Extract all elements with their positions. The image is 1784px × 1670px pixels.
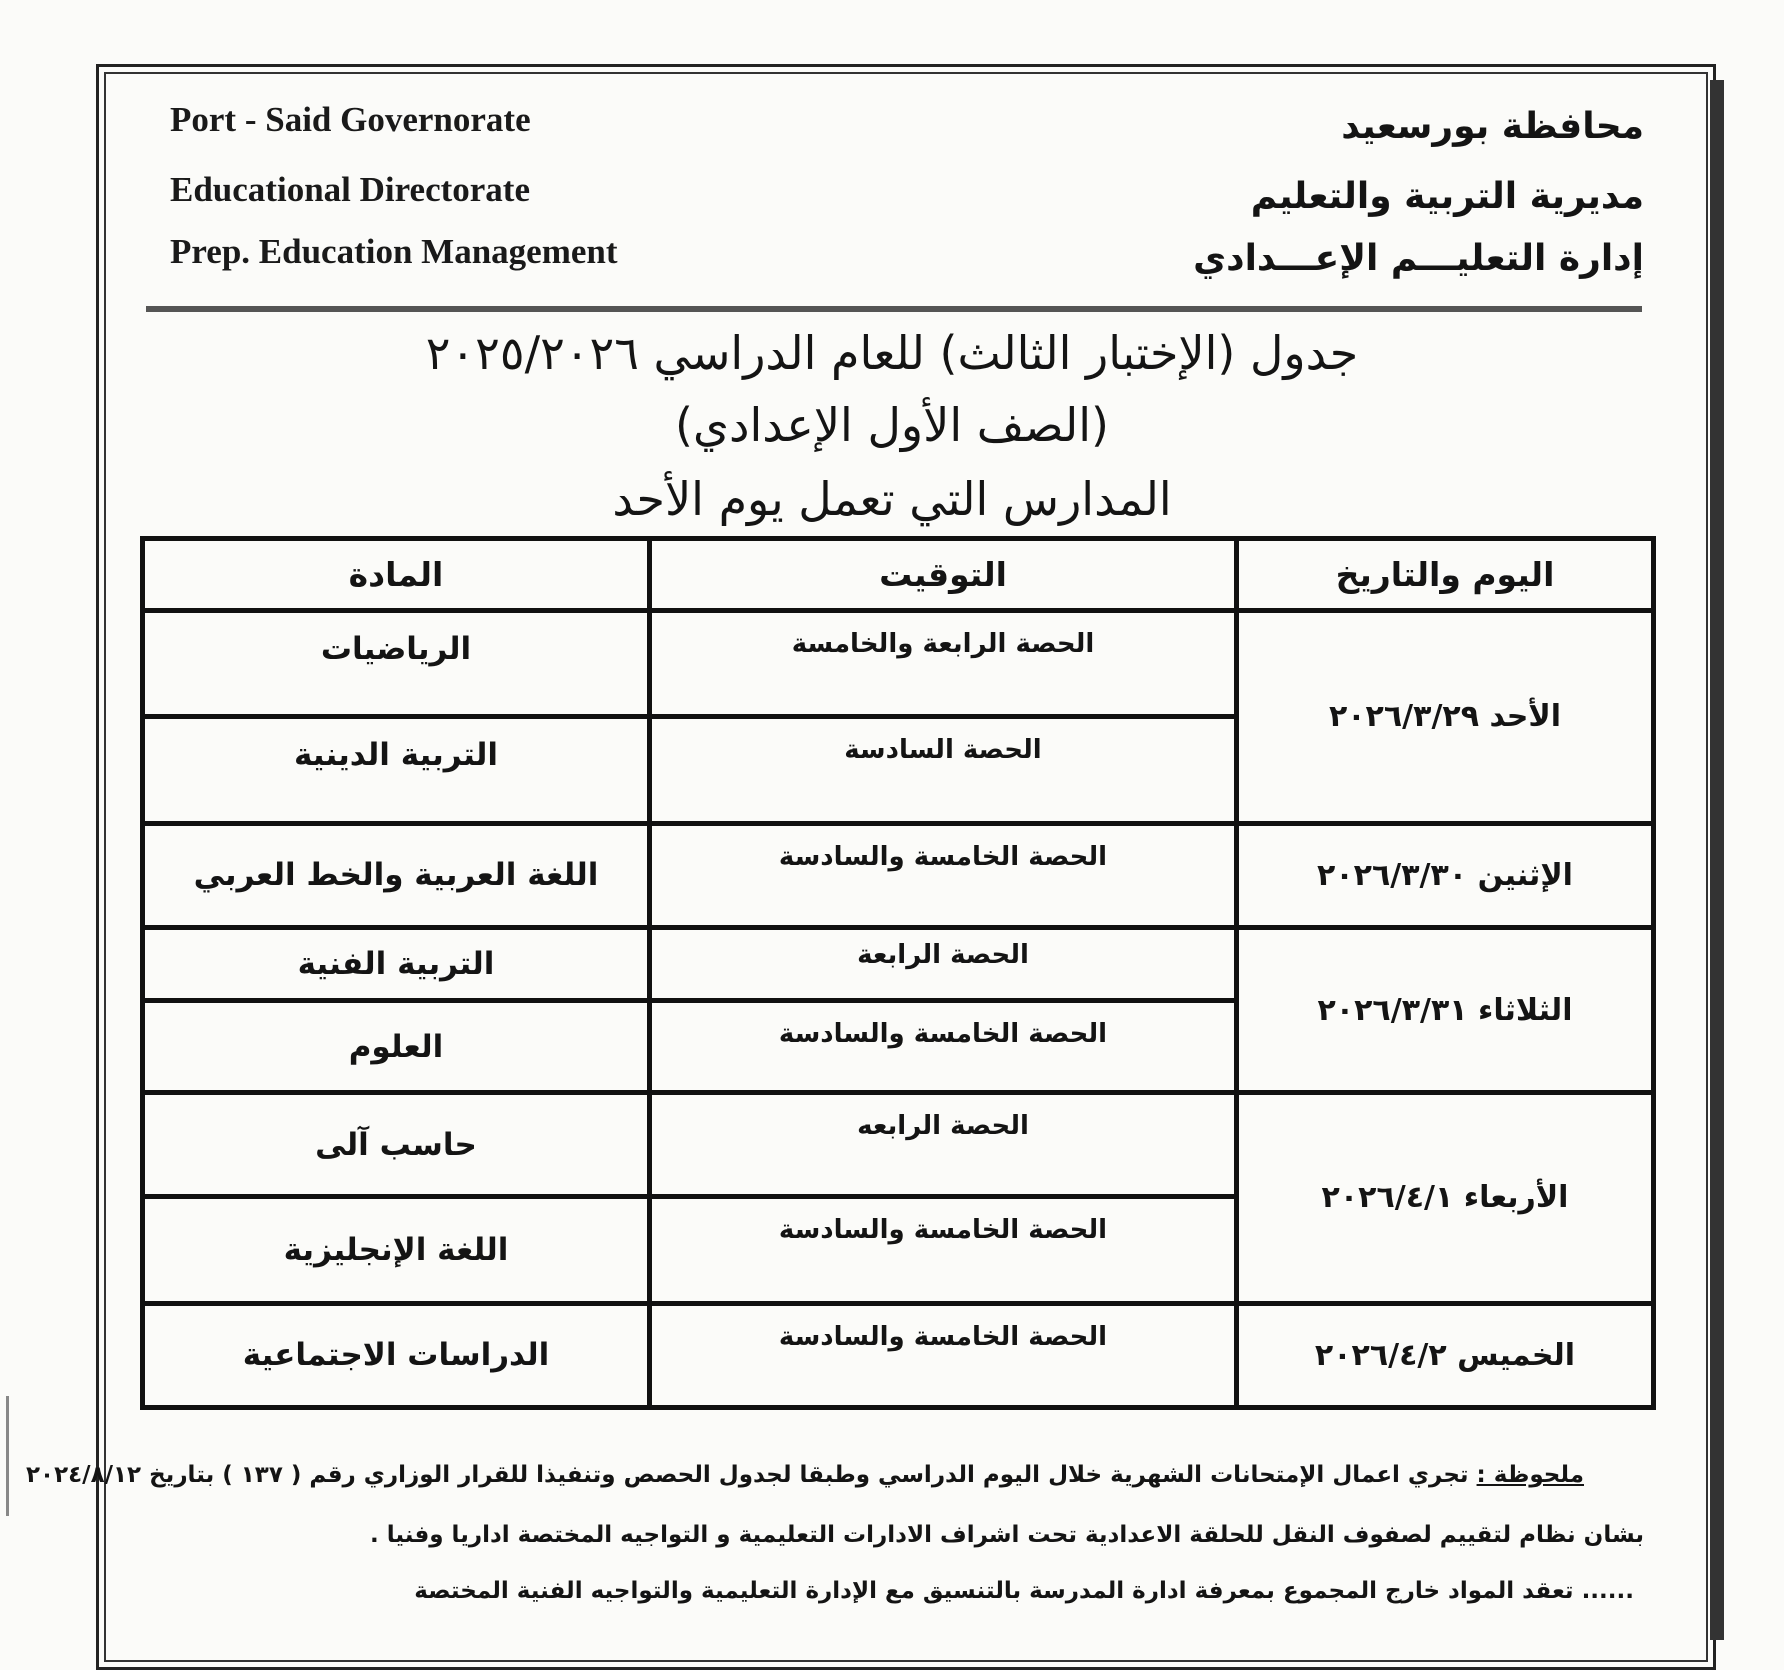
time-cell: الحصة الرابعه <box>650 1092 1237 1196</box>
header-day: اليوم والتاريخ <box>1237 539 1654 611</box>
en-governorate: Port - Said Governorate <box>170 100 531 139</box>
subject-cell: اللغة العربية والخط العربي <box>143 823 650 927</box>
en-management: Prep. Education Management <box>170 232 618 271</box>
en-directorate: Educational Directorate <box>170 170 530 209</box>
day-cell: الأربعاء ٢٠٢٦/٤/١ <box>1237 1092 1654 1303</box>
day-cell: الإثنين ٢٠٢٦/٣/٣٠ <box>1237 823 1654 927</box>
note-line-3: ...... تعقد المواد خارج المجموع بمعرفة ادارة المدرسة بالتنسيق مع الإدارة التعليمية والتواجيه الفنية المختصة <box>414 1578 1634 1604</box>
time-cell: الحصة الخامسة والسادسة <box>650 1303 1237 1407</box>
note-line-2: بشان نظام لتقييم لصفوف النقل للحلقة الاعدادية تحت اشراف الادارات التعليمية و التواجيه المختصة اداريا وفنيا . <box>370 1522 1644 1548</box>
table-header-row <box>143 539 1654 611</box>
time-cell: الحصة الخامسة والسادسة <box>650 1197 1237 1303</box>
header-divider <box>146 306 1642 312</box>
subject-cell: اللغة الإنجليزية <box>143 1197 650 1303</box>
ar-directorate: مديرية التربية والتعليم <box>1250 176 1644 217</box>
subject-cell: الرياضيات <box>143 610 650 716</box>
scan-edge-mark <box>6 1396 9 1516</box>
header-time: التوقيت <box>650 539 1237 611</box>
ar-governorate: محافظة بورسعيد <box>1341 106 1644 147</box>
table-row <box>143 928 1654 1001</box>
day-cell: الثلاثاء ٢٠٢٦/٣/٣١ <box>1237 928 1654 1093</box>
subject-cell: التربية الدينية <box>143 717 650 823</box>
subject-cell: التربية الفنية <box>143 928 650 1001</box>
time-cell: الحصة الخامسة والسادسة <box>650 1001 1237 1093</box>
time-cell: الحصة السادسة <box>650 717 1237 823</box>
schools-title: المدارس التي تعمل يوم الأحد <box>612 472 1172 526</box>
grade-title: (الصف الأول الإعدادي) <box>675 398 1109 452</box>
page-border-shadow <box>1710 80 1724 1640</box>
subject-cell: الدراسات الاجتماعية <box>143 1303 650 1407</box>
note-line-1 <box>26 1462 1584 1488</box>
exam-schedule-table <box>140 536 1656 1410</box>
time-cell: الحصة الخامسة والسادسة <box>650 823 1237 927</box>
ar-management: إدارة التعليـــم الإعـــدادي <box>1193 238 1644 279</box>
header-subject: المادة <box>143 539 650 611</box>
day-cell: الخميس ٢٠٢٦/٤/٢ <box>1237 1303 1654 1407</box>
table-row <box>143 1092 1654 1196</box>
table-row <box>143 610 1654 716</box>
note-label: ملحوظة : <box>1476 1462 1584 1488</box>
schedule-title: جدول (الإختبار الثالث) للعام الدراسي ٢٠٢٥/٢٠٢٦ <box>425 326 1359 380</box>
table-row <box>143 1303 1654 1407</box>
time-cell: الحصة الرابعة والخامسة <box>650 610 1237 716</box>
note-text-1: تجري اعمال الإمتحانات الشهرية خلال اليوم الدراسي وطبقا لجدول الحصص وتنفيذا للقرار الوزاري رقم ( ١٣٧ ) بتاريخ ٢٠٢٤/٨/١٢ <box>26 1462 1477 1488</box>
subject-cell: حاسب آلى <box>143 1092 650 1196</box>
table-row <box>143 823 1654 927</box>
subject-cell: العلوم <box>143 1001 650 1093</box>
time-cell: الحصة الرابعة <box>650 928 1237 1001</box>
day-cell: الأحد ٢٠٢٦/٣/٢٩ <box>1237 610 1654 823</box>
